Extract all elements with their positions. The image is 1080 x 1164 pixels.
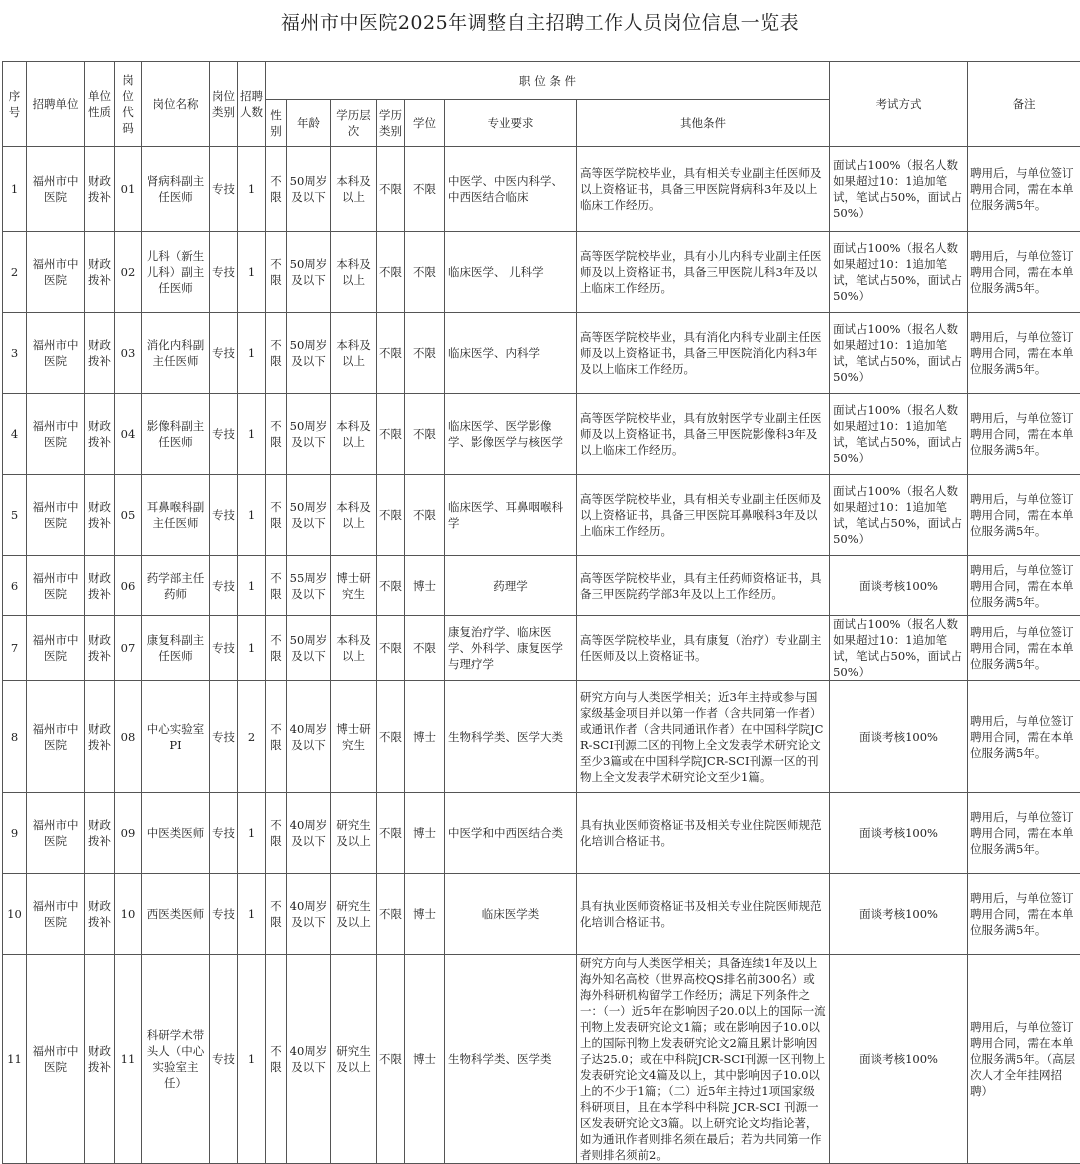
cell-remark: 聘用后，与单位签订聘用合同，需在本单位服务满5年。 xyxy=(968,313,1080,394)
cell-code: 04 xyxy=(115,394,142,475)
cell-nature: 财政拨补 xyxy=(85,232,115,313)
cell-category: 专技 xyxy=(210,556,238,616)
cell-name: 西医类医师 xyxy=(142,874,210,955)
cell-code: 05 xyxy=(115,475,142,556)
cell-exam: 面谈考核100% xyxy=(830,955,968,1164)
cell-exam: 面试占100%（报名人数如果超过10：1追加笔试，笔试占50%，面试占50%） xyxy=(830,394,968,475)
cell-seq: 9 xyxy=(3,793,27,874)
cell-age: 40周岁及以下 xyxy=(287,955,331,1164)
cell-edu-type: 不限 xyxy=(377,313,405,394)
header-category: 岗位类别 xyxy=(210,62,238,147)
cell-unit: 福州市中医院 xyxy=(27,616,85,681)
cell-other: 研究方向与人类医学相关；近3年主持或参与国家级基金项目并以第一作者（含共同第一作者）或通讯作者（含共同通讯作者）在中国科学院JCR-SCI刊源二区的刊物上全文发表学术研究论文至少3篇或在中国科学院JCR-SCI刊源一区的刊物上全文发表学术研究论文至少1篇。 xyxy=(577,681,830,793)
cell-seq: 2 xyxy=(3,232,27,313)
cell-nature: 财政拨补 xyxy=(85,147,115,232)
cell-category: 专技 xyxy=(210,232,238,313)
cell-remark: 聘用后，与单位签订聘用合同，需在本单位服务满5年。 xyxy=(968,874,1080,955)
cell-count: 1 xyxy=(238,475,266,556)
cell-unit: 福州市中医院 xyxy=(27,147,85,232)
cell-gender: 不限 xyxy=(266,955,287,1164)
cell-count: 1 xyxy=(238,874,266,955)
cell-unit: 福州市中医院 xyxy=(27,313,85,394)
cell-age: 40周岁及以下 xyxy=(287,793,331,874)
cell-category: 专技 xyxy=(210,394,238,475)
cell-category: 专技 xyxy=(210,955,238,1164)
header-seq: 序号 xyxy=(3,62,27,147)
cell-nature: 财政拨补 xyxy=(85,681,115,793)
header-gender: 性别 xyxy=(266,100,287,147)
table-row xyxy=(3,232,1080,313)
cell-gender: 不限 xyxy=(266,874,287,955)
cell-name: 科研学术带头人（中心实验室主任） xyxy=(142,955,210,1164)
cell-degree: 博士 xyxy=(405,556,445,616)
cell-seq: 8 xyxy=(3,681,27,793)
header-degree: 学位 xyxy=(405,100,445,147)
cell-nature: 财政拨补 xyxy=(85,313,115,394)
cell-edu-type: 不限 xyxy=(377,232,405,313)
page-title: 福州市中医院2025年调整自主招聘工作人员岗位信息一览表 xyxy=(0,8,1080,35)
cell-remark: 聘用后，与单位签订聘用合同，需在本单位服务满5年。（高层次人才全年挂网招聘） xyxy=(968,955,1080,1164)
cell-exam: 面试占100%（报名人数如果超过10：1追加笔试，笔试占50%，面试占50%） xyxy=(830,475,968,556)
cell-unit: 福州市中医院 xyxy=(27,793,85,874)
cell-edu-type: 不限 xyxy=(377,616,405,681)
cell-age: 50周岁及以下 xyxy=(287,394,331,475)
cell-edu-type: 不限 xyxy=(377,147,405,232)
cell-unit: 福州市中医院 xyxy=(27,681,85,793)
cell-major: 临床医学、内科学 xyxy=(445,313,577,394)
cell-other: 高等医学院校毕业，具有消化内科专业副主任医师及以上资格证书，具备三甲医院消化内科3年及以上临床工作经历。 xyxy=(577,313,830,394)
cell-seq: 11 xyxy=(3,955,27,1164)
cell-edu-level: 本科及以上 xyxy=(331,232,377,313)
cell-degree: 不限 xyxy=(405,147,445,232)
cell-degree: 不限 xyxy=(405,616,445,681)
cell-degree: 博士 xyxy=(405,874,445,955)
cell-count: 1 xyxy=(238,556,266,616)
header-unit: 招聘单位 xyxy=(27,62,85,147)
cell-age: 40周岁及以下 xyxy=(287,681,331,793)
cell-exam: 面试占100%（报名人数如果超过10：1追加笔试，笔试占50%，面试占50%） xyxy=(830,313,968,394)
cell-major: 临床医学、耳鼻咽喉科学 xyxy=(445,475,577,556)
cell-major: 中医学、中医内科学、中西医结合临床 xyxy=(445,147,577,232)
cell-major: 康复治疗学、临床医学、外科学、康复医学与理疗学 xyxy=(445,616,577,681)
cell-other: 高等医学院校毕业，具有放射医学专业副主任医师及以上资格证书，具备三甲医院影像科3年及以上临床工作经历。 xyxy=(577,394,830,475)
cell-code: 06 xyxy=(115,556,142,616)
cell-edu-level: 本科及以上 xyxy=(331,394,377,475)
header-count: 招聘人数 xyxy=(238,62,266,147)
cell-name: 消化内科副主任医师 xyxy=(142,313,210,394)
cell-age: 50周岁及以下 xyxy=(287,147,331,232)
cell-unit: 福州市中医院 xyxy=(27,232,85,313)
cell-gender: 不限 xyxy=(266,556,287,616)
cell-exam: 面谈考核100% xyxy=(830,556,968,616)
cell-other: 高等医学院校毕业，具有康复（治疗）专业副主任医师及以上资格证书。 xyxy=(577,616,830,681)
cell-edu-level: 本科及以上 xyxy=(331,475,377,556)
cell-gender: 不限 xyxy=(266,616,287,681)
cell-exam: 面谈考核100% xyxy=(830,681,968,793)
cell-remark: 聘用后，与单位签订聘用合同，需在本单位服务满5年。 xyxy=(968,394,1080,475)
cell-category: 专技 xyxy=(210,313,238,394)
cell-remark: 聘用后，与单位签订聘用合同，需在本单位服务满5年。 xyxy=(968,681,1080,793)
cell-category: 专技 xyxy=(210,874,238,955)
cell-major: 中医学和中西医结合类 xyxy=(445,793,577,874)
table-row xyxy=(3,681,1080,793)
cell-name: 儿科（新生儿科）副主任医师 xyxy=(142,232,210,313)
cell-exam: 面谈考核100% xyxy=(830,874,968,955)
cell-remark: 聘用后，与单位签订聘用合同，需在本单位服务满5年。 xyxy=(968,793,1080,874)
header-age: 年龄 xyxy=(287,100,331,147)
table-row xyxy=(3,147,1080,232)
cell-remark: 聘用后，与单位签订聘用合同，需在本单位服务满5年。 xyxy=(968,616,1080,681)
cell-name: 肾病科副主任医师 xyxy=(142,147,210,232)
cell-code: 03 xyxy=(115,313,142,394)
cell-name: 中心实验室PI xyxy=(142,681,210,793)
cell-other: 研究方向与人类医学相关；具备连续1年及以上海外知名高校（世界高校QS排名前300名）或海外科研机构留学工作经历；满足下列条件之一：（一）近5年在影响因子20.0以上的国际一流刊物上发表研究论文1篇；或在影响因子10.0以上的国际刊物上发表研究论文2篇且累计影响因子达25.0；或在中科院JCR-SCI刊源一区刊物上发表研究论文4篇及以上，其中影响因子10.0以上的不少于1篇；（二）近5年主持过1项国家级科研项目，且在本学科中科院 JCR-SCI 刊源一区发表研究论文3篇。以上研究论文均指论著，如为通讯作者则排名须在最后；若为共同第一作者则排名须前2。 xyxy=(577,955,830,1164)
cell-exam: 面谈考核100% xyxy=(830,793,968,874)
cell-category: 专技 xyxy=(210,147,238,232)
cell-seq: 1 xyxy=(3,147,27,232)
cell-remark: 聘用后，与单位签订聘用合同，需在本单位服务满5年。 xyxy=(968,475,1080,556)
cell-unit: 福州市中医院 xyxy=(27,394,85,475)
header-name: 岗位名称 xyxy=(142,62,210,147)
header-edu-type: 学历类别 xyxy=(377,100,405,147)
cell-edu-level: 研究生及以上 xyxy=(331,955,377,1164)
cell-count: 1 xyxy=(238,232,266,313)
cell-edu-type: 不限 xyxy=(377,681,405,793)
header-nature: 单位性质 xyxy=(85,62,115,147)
header-exam: 考试方式 xyxy=(830,62,968,147)
cell-age: 40周岁及以下 xyxy=(287,874,331,955)
cell-remark: 聘用后，与单位签订聘用合同，需在本单位服务满5年。 xyxy=(968,232,1080,313)
cell-count: 1 xyxy=(238,955,266,1164)
cell-edu-level: 研究生及以上 xyxy=(331,874,377,955)
cell-code: 10 xyxy=(115,874,142,955)
cell-code: 11 xyxy=(115,955,142,1164)
cell-edu-type: 不限 xyxy=(377,475,405,556)
cell-edu-type: 不限 xyxy=(377,793,405,874)
cell-seq: 7 xyxy=(3,616,27,681)
cell-major: 生物科学类、医学大类 xyxy=(445,681,577,793)
cell-category: 专技 xyxy=(210,793,238,874)
table-row xyxy=(3,616,1080,681)
cell-edu-type: 不限 xyxy=(377,556,405,616)
cell-edu-level: 本科及以上 xyxy=(331,147,377,232)
table-row xyxy=(3,556,1080,616)
cell-count: 1 xyxy=(238,394,266,475)
cell-major: 药理学 xyxy=(445,556,577,616)
cell-gender: 不限 xyxy=(266,793,287,874)
cell-count: 1 xyxy=(238,147,266,232)
header-major: 专业要求 xyxy=(445,100,577,147)
cell-degree: 不限 xyxy=(405,394,445,475)
cell-edu-type: 不限 xyxy=(377,394,405,475)
cell-remark: 聘用后，与单位签订聘用合同，需在本单位服务满5年。 xyxy=(968,556,1080,616)
cell-gender: 不限 xyxy=(266,232,287,313)
table-row xyxy=(3,955,1080,1164)
cell-code: 07 xyxy=(115,616,142,681)
cell-name: 影像科副主任医师 xyxy=(142,394,210,475)
cell-gender: 不限 xyxy=(266,394,287,475)
cell-seq: 5 xyxy=(3,475,27,556)
cell-seq: 10 xyxy=(3,874,27,955)
cell-gender: 不限 xyxy=(266,681,287,793)
cell-age: 50周岁及以下 xyxy=(287,616,331,681)
cell-unit: 福州市中医院 xyxy=(27,556,85,616)
cell-other: 高等医学院校毕业，具有相关专业副主任医师及以上资格证书，具备三甲医院耳鼻喉科3年及以上临床工作经历。 xyxy=(577,475,830,556)
cell-count: 1 xyxy=(238,793,266,874)
cell-name: 康复科副主任医师 xyxy=(142,616,210,681)
cell-code: 02 xyxy=(115,232,142,313)
cell-code: 09 xyxy=(115,793,142,874)
header-remark: 备注 xyxy=(968,62,1080,147)
cell-nature: 财政拨补 xyxy=(85,874,115,955)
cell-other: 高等医学院校毕业，具有小儿内科专业副主任医师及以上资格证书，具备三甲医院儿科3年及以上临床工作经历。 xyxy=(577,232,830,313)
cell-age: 50周岁及以下 xyxy=(287,232,331,313)
table-row xyxy=(3,793,1080,874)
cell-degree: 博士 xyxy=(405,681,445,793)
cell-code: 08 xyxy=(115,681,142,793)
table-body xyxy=(3,147,1080,1164)
header-other: 其他条件 xyxy=(577,100,830,147)
cell-count: 2 xyxy=(238,681,266,793)
cell-age: 50周岁及以下 xyxy=(287,313,331,394)
cell-name: 中医类医师 xyxy=(142,793,210,874)
cell-gender: 不限 xyxy=(266,147,287,232)
cell-edu-level: 本科及以上 xyxy=(331,616,377,681)
cell-unit: 福州市中医院 xyxy=(27,475,85,556)
cell-count: 1 xyxy=(238,313,266,394)
cell-exam: 面试占100%（报名人数如果超过10：1追加笔试，笔试占50%，面试占50%） xyxy=(830,616,968,681)
cell-exam: 面试占100%（报名人数如果超过10：1追加笔试，笔试占50%，面试占50%） xyxy=(830,232,968,313)
cell-seq: 3 xyxy=(3,313,27,394)
cell-degree: 不限 xyxy=(405,313,445,394)
position-table xyxy=(2,61,1080,1164)
header-conditions: 职 位 条 件 xyxy=(266,62,830,100)
cell-degree: 不限 xyxy=(405,475,445,556)
cell-other: 具有执业医师资格证书及相关专业住院医师规范化培训合格证书。 xyxy=(577,874,830,955)
cell-count: 1 xyxy=(238,616,266,681)
cell-major: 临床医学、医学影像学、影像医学与核医学 xyxy=(445,394,577,475)
cell-exam: 面试占100%（报名人数如果超过10：1追加笔试，笔试占50%，面试占50%） xyxy=(830,147,968,232)
cell-category: 专技 xyxy=(210,681,238,793)
cell-edu-type: 不限 xyxy=(377,874,405,955)
cell-other: 具有执业医师资格证书及相关专业住院医师规范化培训合格证书。 xyxy=(577,793,830,874)
cell-major: 临床医学、 儿科学 xyxy=(445,232,577,313)
cell-other: 高等医学院校毕业，具有相关专业副主任医师及以上资格证书，具备三甲医院肾病科3年及以上临床工作经历。 xyxy=(577,147,830,232)
cell-category: 专技 xyxy=(210,475,238,556)
cell-gender: 不限 xyxy=(266,475,287,556)
cell-nature: 财政拨补 xyxy=(85,616,115,681)
cell-degree: 博士 xyxy=(405,955,445,1164)
cell-nature: 财政拨补 xyxy=(85,556,115,616)
cell-edu-level: 博士研究生 xyxy=(331,681,377,793)
cell-seq: 6 xyxy=(3,556,27,616)
table-row xyxy=(3,874,1080,955)
cell-category: 专技 xyxy=(210,616,238,681)
cell-nature: 财政拨补 xyxy=(85,394,115,475)
table-row xyxy=(3,475,1080,556)
header-code: 岗位代码 xyxy=(115,62,142,147)
header-edu-level: 学历层次 xyxy=(331,100,377,147)
cell-major: 生物科学类、医学类 xyxy=(445,955,577,1164)
cell-edu-level: 研究生及以上 xyxy=(331,793,377,874)
cell-unit: 福州市中医院 xyxy=(27,874,85,955)
cell-edu-type: 不限 xyxy=(377,955,405,1164)
cell-unit: 福州市中医院 xyxy=(27,955,85,1164)
cell-gender: 不限 xyxy=(266,313,287,394)
cell-code: 01 xyxy=(115,147,142,232)
table-row xyxy=(3,394,1080,475)
cell-degree: 博士 xyxy=(405,793,445,874)
table-row xyxy=(3,313,1080,394)
cell-seq: 4 xyxy=(3,394,27,475)
cell-nature: 财政拨补 xyxy=(85,793,115,874)
cell-remark: 聘用后，与单位签订聘用合同，需在本单位服务满5年。 xyxy=(968,147,1080,232)
cell-degree: 不限 xyxy=(405,232,445,313)
cell-age: 55周岁及以下 xyxy=(287,556,331,616)
cell-name: 药学部主任药师 xyxy=(142,556,210,616)
cell-major: 临床医学类 xyxy=(445,874,577,955)
cell-age: 50周岁及以下 xyxy=(287,475,331,556)
cell-nature: 财政拨补 xyxy=(85,955,115,1164)
cell-other: 高等医学院校毕业，具有主任药师资格证书，具备三甲医院药学部3年及以上工作经历。 xyxy=(577,556,830,616)
cell-edu-level: 博士研究生 xyxy=(331,556,377,616)
cell-edu-level: 本科及以上 xyxy=(331,313,377,394)
cell-name: 耳鼻喉科副主任医师 xyxy=(142,475,210,556)
cell-nature: 财政拨补 xyxy=(85,475,115,556)
